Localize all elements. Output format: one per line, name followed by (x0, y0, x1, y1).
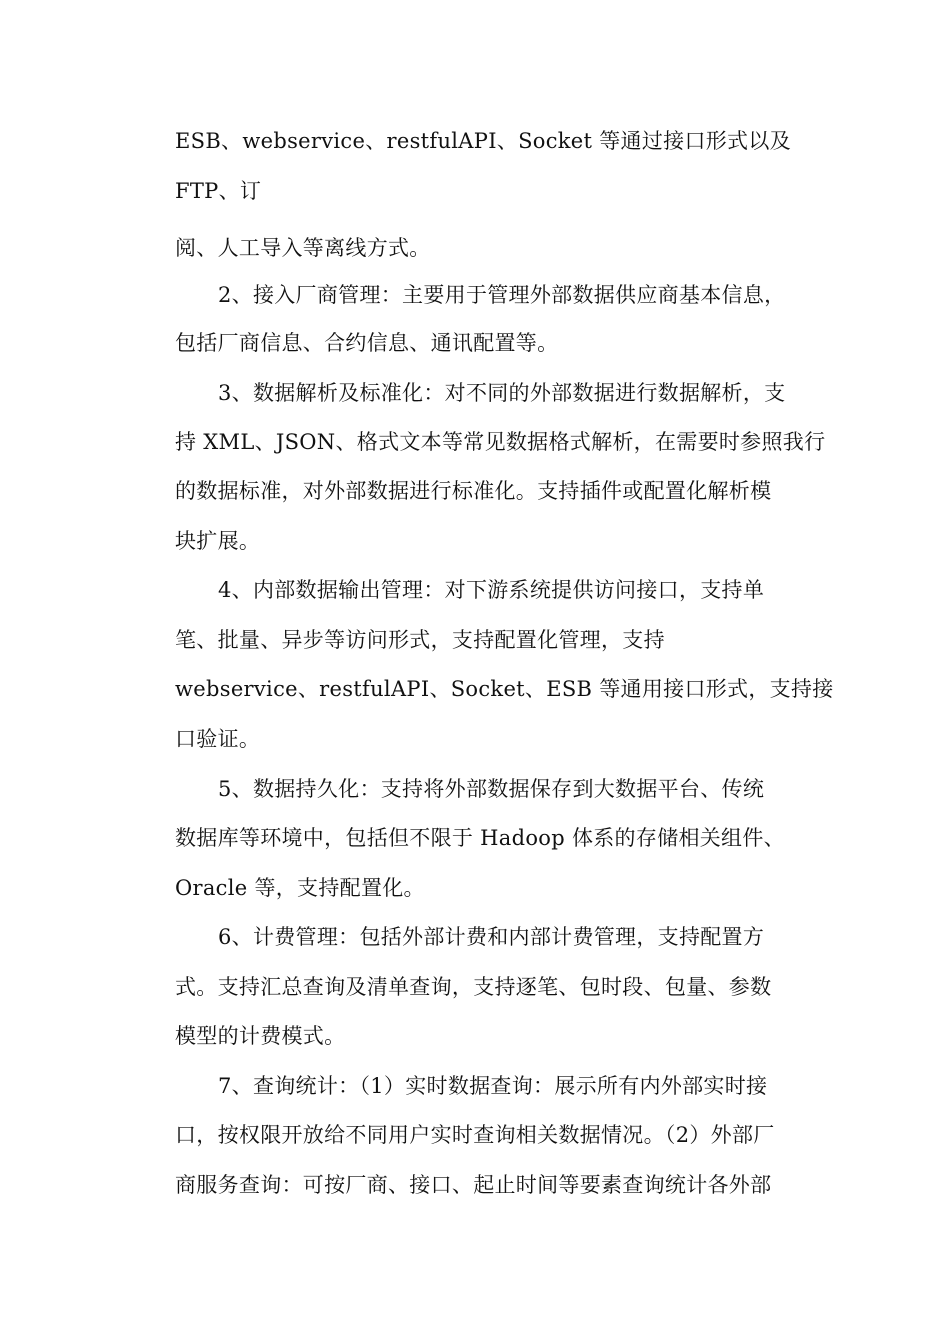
paragraph-6-start: 6、计费管理：包括外部计费和内部计费管理，支持配置方 (218, 925, 765, 949)
text-line: 商服务查询：可按厂商、接口、起止时间等要素查询统计各外部 (175, 1173, 772, 1197)
text-line: 口验证。 (175, 727, 261, 751)
paragraph-2-start: 2、接入厂商管理：主要用于管理外部数据供应商基本信息， (218, 283, 786, 307)
text-line: 的数据标准，对外部数据进行标准化。支持插件或配置化解析模 (175, 479, 772, 503)
paragraph-4-start: 4、内部数据输出管理：对下游系统提供访问接口，支持单 (218, 578, 765, 602)
paragraph-3-start: 3、数据解析及标准化：对不同的外部数据进行数据解析，支 (218, 381, 786, 405)
text-line: 持 XML、JSON、格式文本等常见数据格式解析，在需要时参照我行 (175, 430, 826, 454)
text-line: FTP、订 (175, 179, 262, 203)
text-line: Oracle 等，支持配置化。 (175, 876, 425, 900)
paragraph-7-start: 7、查询统计：（1）实时数据查询：展示所有内外部实时接 (218, 1074, 768, 1098)
text-line: 模型的计费模式。 (175, 1024, 346, 1048)
text-line: webservice、restfulAPI、Socket、ESB 等通用接口形式，支持接 (175, 677, 834, 701)
text-line: 阅、人工导入等离线方式。 (175, 236, 431, 260)
paragraph-5-start: 5、数据持久化：支持将外部数据保存到大数据平台、传统 (218, 777, 765, 801)
text-line: 数据库等环境中，包括但不限于 Hadoop 体系的存储相关组件、 (175, 826, 785, 850)
text-line: 包括厂商信息、合约信息、通讯配置等。 (175, 331, 559, 355)
text-line: 口，按权限开放给不同用户实时查询相关数据情况。（2）外部厂 (175, 1123, 775, 1147)
text-line: 笔、批量、异步等访问形式，支持配置化管理，支持 (175, 628, 665, 652)
text-line: 块扩展。 (175, 529, 261, 553)
text-line: ESB、webservice、restfulAPI、Socket 等通过接口形式以及 (175, 129, 791, 153)
text-line: 式。支持汇总查询及清单查询，支持逐笔、包时段、包量、参数 (175, 975, 772, 999)
